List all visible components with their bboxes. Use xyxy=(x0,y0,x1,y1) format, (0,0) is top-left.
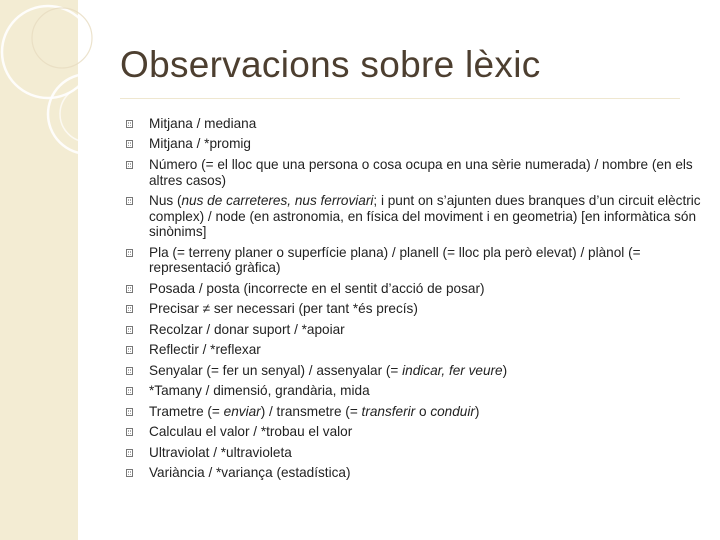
list-item-text xyxy=(149,424,352,439)
text-run: ; i punt on s’ajunten dues branques d’un circuit elèctric complex) / node (en astronomia, en física del moviment i en geometria) [en informàtica són sinònims] xyxy=(149,193,701,240)
list-item xyxy=(126,136,704,152)
list-item xyxy=(126,116,704,132)
text-run: Trametre (= xyxy=(149,403,224,419)
text-run: Nus ( xyxy=(149,193,182,209)
list-item-text xyxy=(149,116,256,131)
square-bullet-icon xyxy=(126,387,133,395)
square-bullet-icon xyxy=(126,346,133,354)
text-run: Calculau el valor / *trobau el valor xyxy=(149,424,353,440)
text-run: o xyxy=(415,403,431,419)
square-bullet-icon xyxy=(126,428,133,436)
list-item-text xyxy=(149,322,345,337)
list-item xyxy=(126,281,704,297)
square-bullet-icon xyxy=(126,285,133,293)
list-item xyxy=(126,363,704,379)
text-run: Pla (= terreny planer o superfície plana) / planell (= lloc pla però elevat) / plànol (= representació gràfica) xyxy=(149,244,641,276)
text-run: Variància / *variança (estadística) xyxy=(149,465,351,481)
italic-text: conduir xyxy=(430,403,475,419)
list-item xyxy=(126,193,704,240)
title-divider xyxy=(120,98,680,99)
list-item-text xyxy=(149,383,370,398)
text-run: ) xyxy=(474,403,480,419)
text-run: Senyalar (= fer un senyal) / assenyalar (= xyxy=(149,362,403,378)
italic-text: transferir xyxy=(361,403,416,419)
square-bullet-icon xyxy=(126,367,133,375)
list-item-text xyxy=(149,281,485,296)
square-bullet-icon xyxy=(126,249,133,257)
text-run: Posada / posta (incorrecte en el sentit d’acció de posar) xyxy=(149,280,485,296)
square-bullet-icon xyxy=(126,469,133,477)
list-item-text xyxy=(149,136,251,151)
square-bullet-icon xyxy=(126,140,133,148)
list-item xyxy=(126,342,704,358)
decorative-rings xyxy=(0,0,130,160)
list-item xyxy=(126,157,704,188)
text-run: ) / transmetre (= xyxy=(260,403,362,419)
list-item xyxy=(126,465,704,481)
text-run: Mitjana / *promig xyxy=(149,136,251,152)
list-item-text xyxy=(149,157,693,188)
list-item-text xyxy=(149,465,350,480)
list-item xyxy=(126,424,704,440)
list-item-text xyxy=(149,193,701,239)
list-item xyxy=(126,301,704,317)
square-bullet-icon xyxy=(126,408,133,416)
square-bullet-icon xyxy=(126,197,133,205)
text-run: Reflectir / *reflexar xyxy=(149,342,261,358)
list-item-text xyxy=(149,301,418,316)
italic-text: nus de carreteres, nus ferroviari xyxy=(181,193,374,209)
bullet-list xyxy=(126,116,704,486)
list-item-text xyxy=(149,342,261,357)
square-bullet-icon xyxy=(126,161,133,169)
square-bullet-icon xyxy=(126,326,133,334)
square-bullet-icon xyxy=(126,449,133,457)
list-item-text xyxy=(149,245,641,276)
text-run: Número (= el lloc que una persona o cosa ocupa en una sèrie numerada) / nombre (en els altres casos) xyxy=(149,156,693,188)
text-run: Precisar ≠ ser necessari (per tant *és precís) xyxy=(149,301,418,317)
text-run: Recolzar / donar suport / *apoiar xyxy=(149,321,345,337)
list-item xyxy=(126,445,704,461)
list-item-text xyxy=(149,363,507,378)
text-run: ) xyxy=(502,362,508,378)
text-run: Mitjana / mediana xyxy=(149,116,257,131)
list-item xyxy=(126,404,704,420)
italic-text: enviar xyxy=(223,403,261,419)
square-bullet-icon xyxy=(126,120,133,128)
italic-text: indicar, fer veure xyxy=(402,362,503,378)
list-item xyxy=(126,383,704,399)
list-item-text xyxy=(149,404,479,419)
list-item xyxy=(126,322,704,338)
text-run: *Tamany / dimensió, grandària, mida xyxy=(149,383,370,399)
text-run: Ultraviolat / *ultravioleta xyxy=(149,444,292,460)
square-bullet-icon xyxy=(126,305,133,313)
list-item-text xyxy=(149,445,292,460)
list-item xyxy=(126,245,704,276)
slide-title: Observacions sobre lèxic xyxy=(120,44,541,85)
